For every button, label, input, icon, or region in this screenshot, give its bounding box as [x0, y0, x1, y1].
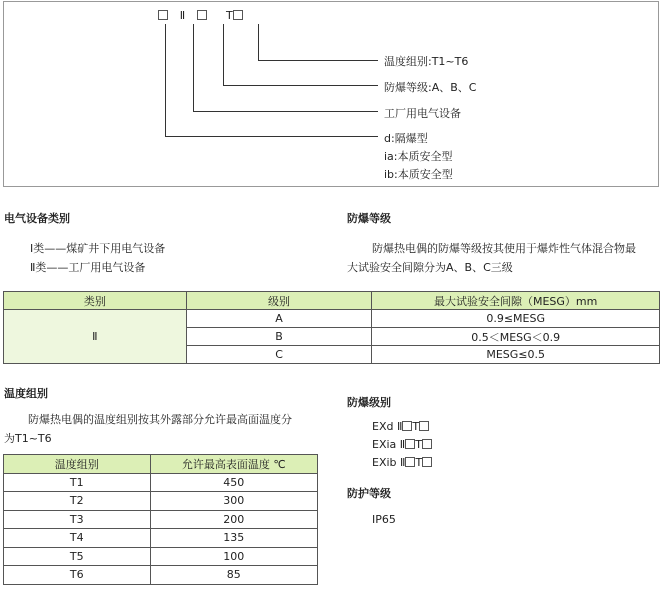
gap-cell: MESG≤0.5	[372, 346, 660, 364]
temp-cell: 100	[150, 547, 317, 566]
code-box-temp	[233, 10, 243, 20]
marking-box	[419, 421, 429, 431]
code-roman: Ⅱ	[179, 9, 186, 22]
label-explosion-level: 防爆等级:A、B、C	[384, 81, 477, 94]
explosion-level-text-2: 大试验安全间隙分为A、B、C三级	[347, 261, 513, 274]
equipment-category-title: 电气设备类别	[4, 212, 70, 225]
header-temp-group: 温度组别	[4, 455, 151, 474]
marking-t: T	[415, 438, 422, 451]
level-cell: A	[186, 310, 372, 328]
category-cell: Ⅱ	[4, 310, 187, 364]
label-factory-equipment: 工厂用电气设备	[384, 107, 461, 120]
temp-cell: 300	[150, 492, 317, 511]
temp-table	[3, 454, 318, 585]
marking-prefix: EXd	[372, 420, 394, 433]
marking-box	[422, 439, 432, 449]
temp-cell: 85	[150, 566, 317, 585]
label-type-ia: ia:本质安全型	[384, 150, 453, 163]
table-row	[4, 473, 318, 492]
level-cell: C	[186, 346, 372, 364]
marking-roman: Ⅱ	[396, 420, 403, 433]
table-row	[4, 547, 318, 566]
marking-prefix: EXia	[372, 438, 397, 451]
gap-cell: 0.9≤MESG	[372, 310, 660, 328]
temp-group-text-1: 防爆热电偶的温度组别按其外露部分允许最高面温度分	[28, 413, 292, 426]
marking-item	[372, 420, 429, 433]
table-row	[4, 529, 318, 548]
label-type-d: d:隔爆型	[384, 132, 428, 145]
protection-level-title: 防护等级	[347, 487, 391, 500]
code-box-type	[158, 10, 168, 20]
leader-line	[165, 136, 378, 137]
group-cell: T3	[4, 510, 151, 529]
header-max-temp: 允许最高表面温度 ℃	[150, 455, 317, 474]
explosion-level-title: 防爆等级	[347, 212, 391, 225]
marking-box	[405, 439, 415, 449]
temp-group-text-2: 为T1~T6	[4, 432, 52, 445]
marking-roman: Ⅱ	[400, 456, 406, 469]
header-level: 级别	[186, 292, 372, 310]
category-line-2: Ⅱ类——工厂用电气设备	[30, 261, 146, 274]
marking-item	[372, 456, 432, 469]
gap-cell: 0.5＜MESG＜0.9	[372, 328, 660, 346]
marking-t: T	[412, 420, 420, 433]
code-box-level	[197, 10, 207, 20]
table-row	[4, 310, 660, 328]
group-cell: T6	[4, 566, 151, 585]
code-t: T	[226, 9, 233, 22]
explosion-marking-title: 防爆级别	[347, 396, 391, 409]
gap-table	[3, 291, 660, 364]
leader-line	[165, 24, 166, 137]
leader-line	[223, 24, 224, 86]
label-type-ib: ib:本质安全型	[384, 168, 453, 181]
temp-cell: 200	[150, 510, 317, 529]
table-header-row	[4, 292, 660, 310]
marking-box	[402, 421, 412, 431]
table-row	[4, 492, 318, 511]
leader-line	[258, 60, 378, 61]
label-temp-group: 温度组别:T1~T6	[384, 55, 469, 68]
table-header-row	[4, 455, 318, 474]
temp-group-title: 温度组别	[4, 387, 48, 400]
marking-t: T	[415, 456, 423, 469]
marking-roman: Ⅱ	[399, 438, 406, 451]
leader-line	[223, 85, 378, 86]
group-cell: T1	[4, 473, 151, 492]
level-cell: B	[186, 328, 372, 346]
explosion-level-text-1: 防爆热电偶的防爆等级按其使用于爆炸性气体混合物最	[372, 242, 636, 255]
header-category: 类别	[4, 292, 187, 310]
marking-prefix: EXib	[372, 456, 397, 469]
table-row	[4, 510, 318, 529]
table-row	[4, 566, 318, 585]
temp-cell: 450	[150, 473, 317, 492]
group-cell: T5	[4, 547, 151, 566]
leader-line	[193, 24, 194, 112]
marking-box	[405, 457, 415, 467]
marking-item	[372, 438, 432, 451]
header-mesg: 最大试验安全间隙（MESG）mm	[372, 292, 660, 310]
code-string	[158, 9, 243, 22]
category-line-1: Ⅰ类——煤矿井下用电气设备	[30, 242, 166, 255]
leader-line	[193, 111, 378, 112]
temp-cell: 135	[150, 529, 317, 548]
code-diagram	[3, 1, 659, 187]
leader-line	[258, 24, 259, 61]
protection-level-value: IP65	[372, 513, 396, 526]
group-cell: T2	[4, 492, 151, 511]
group-cell: T4	[4, 529, 151, 548]
marking-box	[422, 457, 432, 467]
